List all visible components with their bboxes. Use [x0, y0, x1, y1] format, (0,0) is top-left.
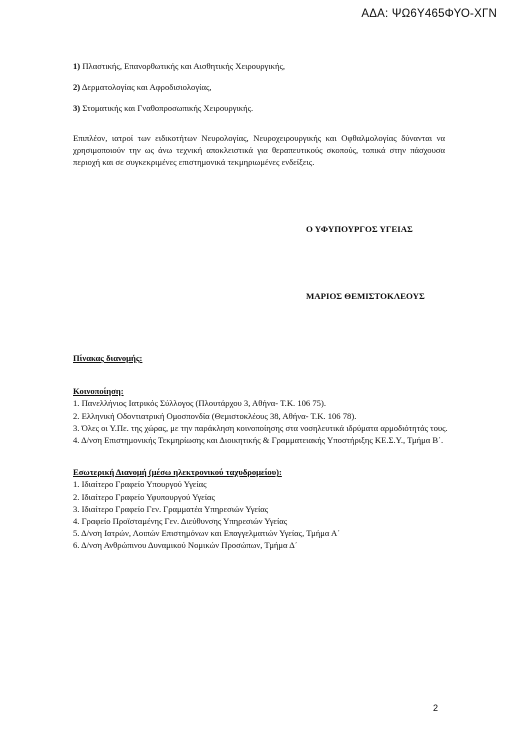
- body-paragraph: Επιπλέον, ιατροί των ειδικοτήτων Νευρολογίας, Νευροχειρουργικής και Οφθαλμολογίας δύνανται να χρησιμοποιούν την ως άνω τεχνική αποκλειστικά για θεραπευτικούς σκοπούς, τοπικά στην πάσχουσα περιοχή και σε συγκεκριμένες επιστημονικά τεκμηριωμένες ενδείξεις.: [73, 133, 445, 168]
- list-item: 6. Δ/νση Ανθρώπινου Δυναμικού Νομικών Προσώπων, Τμήμα Δ΄: [73, 540, 298, 551]
- section-spacer: [73, 446, 453, 466]
- list-item: [73, 102, 445, 114]
- list-item: 5. Δ/νση Ιατρών, Λοιπών Επιστημόνων και Επαγγελματιών Υγείας, Τμήμα Α΄: [73, 528, 341, 539]
- list-item-number: 1): [73, 61, 81, 71]
- signature-title: Ο ΥΦΥΠΟΥΡΓΟΣ ΥΓΕΙΑΣ: [306, 224, 413, 234]
- list-item: 2. Ελληνική Οδοντιατρική Ομοσπονδία (Θεμιστοκλέους 38, Αθήνα- Τ.Κ. 106 78).: [73, 410, 357, 421]
- list-item: 2. Ιδιαίτερο Γραφείο Υφυπουργού Υγείας: [73, 491, 215, 502]
- notification-list: [73, 397, 453, 446]
- list-item: 3. Όλες οι Υ.Πε. της χώρας, με την παράκληση κοινοποίησης στα νοσηλευτικά ιδρύματα αρμοδιότητάς τους.: [73, 422, 448, 433]
- list-item: 1. Πανελλήνιος Ιατρικός Σύλλογος (Πλουτάρχου 3, Αθήνα- Τ.Κ. 106 75).: [73, 398, 326, 409]
- list-item-text: Δερματολογίας και Αφροδισιολογίας,: [81, 82, 212, 92]
- page-number: 2: [433, 703, 439, 713]
- specialties-section: [73, 60, 445, 123]
- distribution-heading: Πίνακας διανομής:: [73, 353, 143, 363]
- list-item-number: 3): [73, 103, 81, 113]
- list-item: [73, 60, 445, 72]
- ada-code: ΑΔΑ: ΨΩ6Υ465ΦΥΟ-ΧΓΝ: [361, 8, 497, 20]
- list-item-text: Πλαστικής, Επανορθωτικής και Αισθητικής Χειρουργικής,: [82, 61, 285, 71]
- list-item: 4. Γραφείο Προϊσταμένης Γεν. Διεύθυνσης Υπηρεσιών Υγείας: [73, 516, 288, 527]
- signature-name: ΜΑΡΙΟΣ ΘΕΜΙΣΤΟΚΛΕΟΥΣ: [306, 291, 425, 301]
- notification-heading: Κοινοποίηση:: [73, 386, 124, 397]
- list-item-number: 2): [73, 82, 81, 92]
- internal-distribution-heading: Εσωτερική Διανομή (μέσω ηλεκτρονικού ταχυδρομείου):: [73, 467, 282, 478]
- list-item: [73, 81, 445, 93]
- specialties-list: [73, 60, 445, 114]
- internal-distribution-list: [73, 478, 453, 551]
- list-item: 4. Δ/νση Επιστημονικής Τεκμηρίωσης και Διοικητικής & Γραμματειακής Υποστήριξης ΚΕ.Σ.Υ., Τμήμα Β΄.: [73, 435, 444, 446]
- list-item: 3. Ιδιαίτερο Γραφείο Γεν. Γραμματέα Υπηρεσιών Υγείας: [73, 503, 269, 514]
- list-item-text: Στοματικής και Γναθοπροσωπικής Χειρουργικής.: [82, 103, 254, 113]
- distribution-table: [73, 352, 453, 552]
- list-item: 1. Ιδιαίτερο Γραφείο Υπουργού Υγείας: [73, 479, 207, 490]
